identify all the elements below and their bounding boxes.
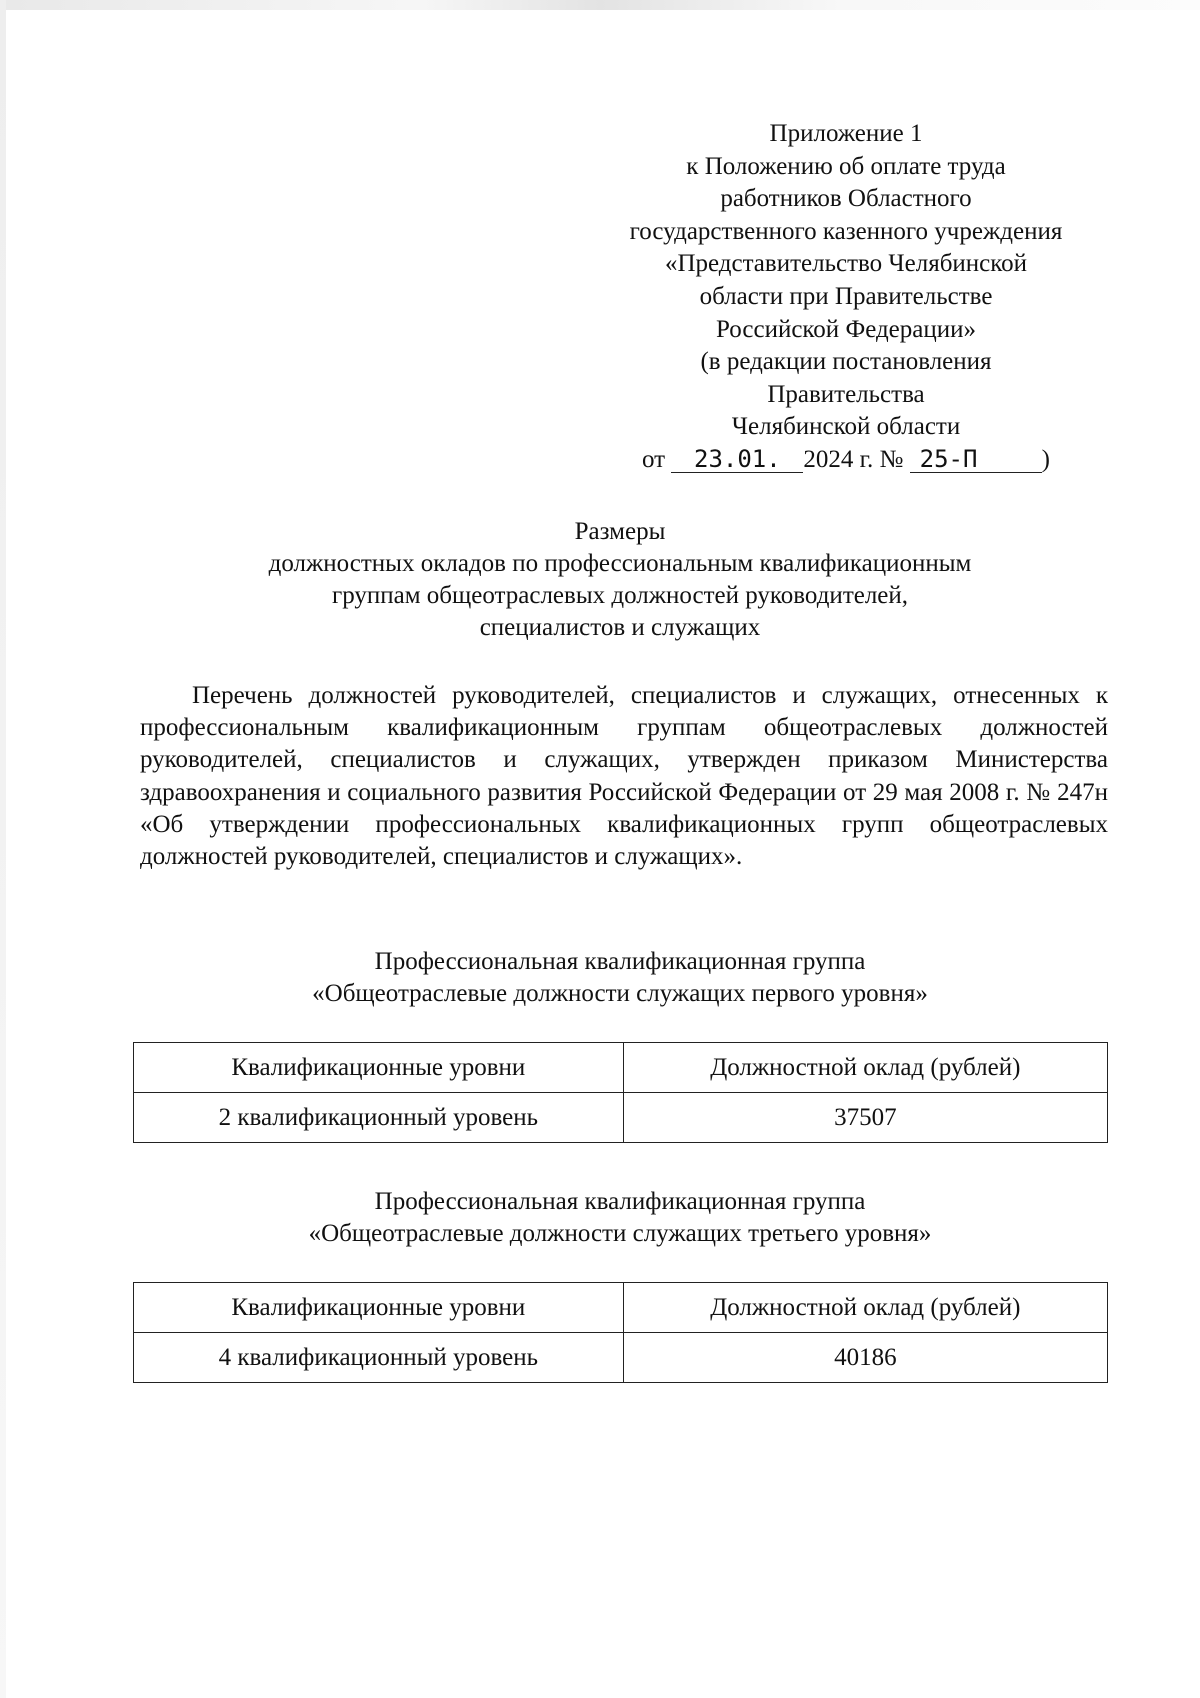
date-year: 2024 г. №	[803, 445, 904, 473]
group-title-2	[130, 1186, 1110, 1250]
appendix-line: Правительства	[767, 380, 925, 408]
date-suffix: )	[1041, 445, 1050, 473]
handwritten-date: 23.01.	[671, 446, 803, 473]
appendix-line: «Представительство Челябинской	[664, 250, 1028, 278]
group-title-line: Профессиональная квалификационная группа	[374, 948, 866, 975]
appendix-line: (в редакции постановления	[700, 348, 992, 376]
appendix-date-line	[596, 444, 1096, 477]
date-prefix: от	[642, 445, 666, 473]
level-cell: 4 квалификационный уровень	[134, 1333, 624, 1383]
title-line: специалистов и служащих	[479, 614, 761, 641]
appendix-line: государственного казенного учреждения	[629, 217, 1063, 245]
salary-table-1	[133, 1042, 1108, 1143]
group-title-line: «Общеотраслевые должности служащих третьего уровня»	[308, 1220, 932, 1247]
table-header-row	[134, 1283, 1108, 1333]
scan-edge-top	[0, 0, 1200, 10]
document-title	[130, 516, 1110, 644]
appendix-line: работников Областного	[720, 185, 972, 213]
appendix-line: Челябинской области	[731, 413, 961, 441]
title-line: должностных окладов по профессиональным квалификационным	[268, 550, 972, 577]
header-cell: Должностной оклад (рублей)	[623, 1283, 1107, 1333]
table-row	[134, 1333, 1108, 1383]
table-header-row	[134, 1043, 1108, 1093]
group-title-line: «Общеотраслевые должности служащих первого уровня»	[312, 980, 928, 1007]
group-title-1	[130, 946, 1110, 1010]
group-title-line: Профессиональная квалификационная группа	[374, 1188, 866, 1215]
handwritten-number: 25-П	[910, 446, 1042, 473]
appendix-line: к Положению об оплате труда	[686, 152, 1006, 180]
header-cell: Должностной оклад (рублей)	[623, 1043, 1107, 1093]
appendix-header	[596, 118, 1096, 477]
title-line: Размеры	[574, 518, 666, 545]
title-line: группам общеотраслевых должностей руководителей,	[331, 582, 909, 609]
salary-table-2	[133, 1282, 1108, 1383]
level-cell: 2 квалификационный уровень	[134, 1093, 624, 1143]
header-cell: Квалификационные уровни	[134, 1283, 624, 1333]
salary-cell: 40186	[623, 1333, 1107, 1383]
appendix-line: Российской Федерации»	[715, 315, 977, 343]
salary-cell: 37507	[623, 1093, 1107, 1143]
appendix-line: Приложение 1	[769, 120, 923, 147]
table-row	[134, 1093, 1108, 1143]
body-paragraph: Перечень должностей руководителей, специалистов и служащих, отнесенных к профессиональным квалификационным группам общеотраслевых должностей руководителей, специалистов и служащих, утвержден приказом Министерства здравоохранения и социального развития Российской Федерации от 29 мая 2008 г. № 247н «Об утверждении профессиональных квалификационных групп общеотраслевых должностей руководителей, специалистов и служащих».	[140, 682, 1108, 871]
appendix-line: области при Правительстве	[699, 282, 993, 310]
header-cell: Квалификационные уровни	[134, 1043, 624, 1093]
scan-edge-left	[0, 0, 6, 1698]
